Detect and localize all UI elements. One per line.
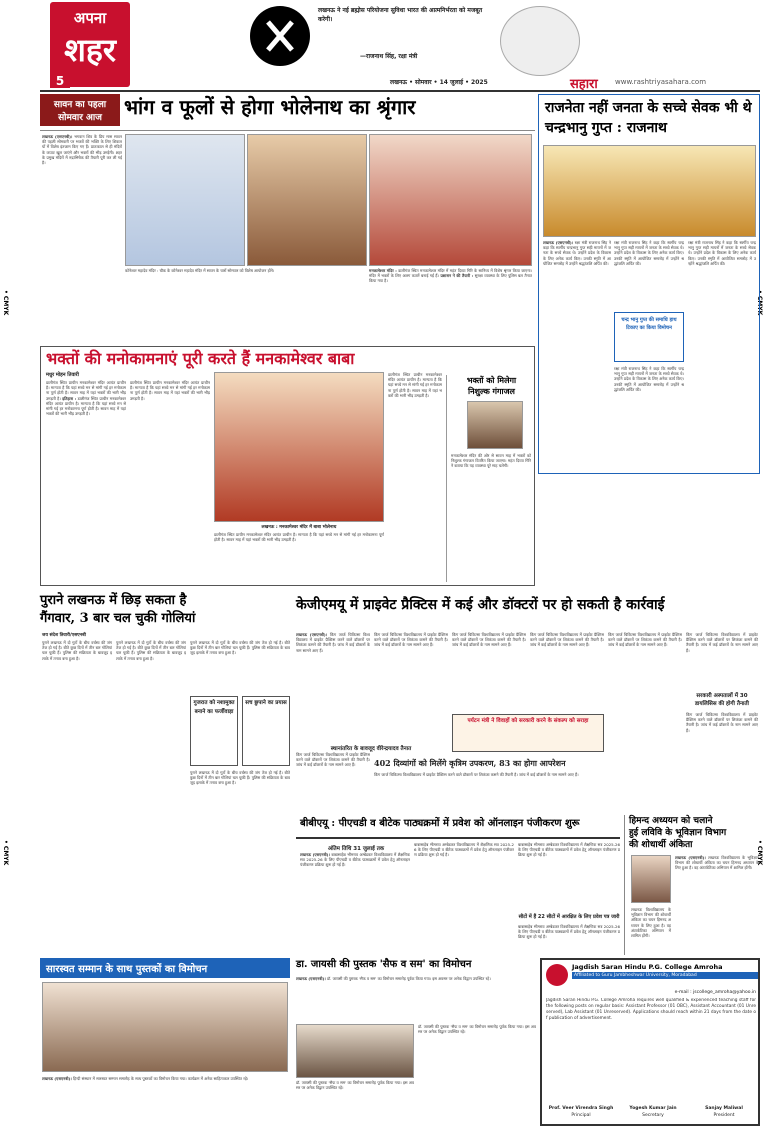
story3-col3: [214, 532, 384, 582]
story7-body-cont: बाबासाहेब भीमराव अम्बेडकर विश्वविद्यालय में शैक्षणिक सत्र 2025-26 के लिए पीएचडी व बीटेक पाठ्यक्रमों में प्रवेश हेतु ऑनलाइन पंजीकरण प्रक्रिया शुरू हो गई है।: [414, 842, 514, 858]
story9-bar: [40, 958, 290, 978]
story5-body-cont: पुराने लखनऊ में दो गुटों के बीच वर्चस्व की जंग तेज हो गई है। बीते कुछ दिनों में तीन बार गोलियां चल चुकी हैं। पुलिस की सक्रियता के बावजूद इलाके में तनाव बना हुआ है।: [190, 640, 290, 656]
story8-body-cont: लखनऊ विश्वविद्यालय के भूविज्ञान विभाग की शोधार्थी अंकिता का चयन हिमनद अध्ययन के लिए हुआ है। वह अंटार्कटिका अभियान में शामिल होंगी।: [631, 907, 671, 939]
story10-headline: डा. जायसी की पुस्तक 'सैफ व सम' का विमोचन: [296, 959, 472, 970]
story6-body: किंग जार्ज चिकित्सा विश्वविद्यालय में प्राइवेट प्रैक्टिस करने वाले डॉक्टरों पर शिकंजा कसने की तैयारी है। जांच में कई डॉक्टरों के नाम सामने आए हैं।: [296, 632, 370, 653]
story6-col5: [608, 632, 682, 742]
story6-subhead: स्थानांतरित के बावजूद वीरेन्द्रयादव तैनात: [330, 746, 412, 752]
story8-head3: की शोधार्थी अंकिता: [629, 840, 693, 850]
ankita-photo: [631, 855, 671, 903]
story1-body: भगवान शिव के प्रिय मास सावन की पहली सोमवारी पर भक्तों की भक्ति के लिए शिवालयों में विशेष इंतजाम किए गए हैं। प्रातःकाल से ही मंदिरों के कपाट खुल जाएंगे और भक्तों की भीड़ उमड़ेगी। शहर के प्रमुख मंदिरों में रुद्राभिषेक की तैयारी पूरी कर ली गई है।: [42, 134, 122, 166]
story7-headline: बीबीएयू : पीएचडी व बीटेक पाठ्यक्रमों में प्रवेश को ऑनलाइन पंजीकरण शुरू: [300, 818, 580, 829]
story5-head1: पुराने लखनऊ में छिड़ सकता है: [40, 593, 187, 608]
story8-box: [624, 815, 760, 955]
story5-box-left: गुजरात को नशामुक्त बनाने का फर्जीवाड़ा: [190, 696, 238, 766]
story2-col3: [688, 240, 756, 470]
story6-body-cont: किंग जार्ज चिकित्सा विश्वविद्यालय में प्राइवेट प्रैक्टिस करने वाले डॉक्टरों पर शिकंजा कसने की तैयारी है। जांच में कई डॉक्टरों के नाम सामने आए हैं।: [686, 632, 758, 653]
college-emblem-icon: [546, 964, 568, 986]
quote-author: —राजनाथ सिंह, रक्षा मंत्री: [360, 53, 418, 60]
story6-col6b: [686, 712, 758, 812]
story5-box-right: सच छुपाने का प्रयास: [242, 696, 290, 766]
story3-subhead: इतिहास :: [62, 395, 77, 401]
story1-tag: [40, 94, 120, 126]
story9-headline: सारस्वत सम्मान के साथ पुस्तकों का विमोचन: [46, 964, 208, 975]
paper-name: सहारा: [570, 77, 598, 92]
story5-body: पुराने लखनऊ में दो गुटों के बीच वर्चस्व की जंग तेज हो गई है। बीते कुछ दिनों में तीन बार गोलियां चल चुकी हैं। पुलिस की सक्रियता के बावजूद इलाके में तनाव बना हुआ है।: [42, 640, 112, 661]
story10-col1b: [296, 1080, 414, 1126]
story7-body: बाबासाहेब भीमराव अम्बेडकर विश्वविद्यालय में शैक्षणिक सत्र 2025-26 के लिए पीएचडी व बीटेक पाठ्यक्रमों में प्रवेश हेतु ऑनलाइन पंजीकरण प्रक्रिया शुरू हो गई है।: [300, 852, 410, 868]
byline: लखनऊ (एसएनबी)।: [300, 852, 330, 857]
website: www.rashtriyasahara.com: [615, 78, 707, 86]
story6-body-cont: किंग जार्ज चिकित्सा विश्वविद्यालय में प्राइवेट प्रैक्टिस करने वाले डॉक्टरों पर शिकंजा कसने की तैयारी है। जांच में कई डॉक्टरों के नाम सामने आए हैं।: [530, 632, 604, 648]
story7-body-cont: बाबासाहेब भीमराव अम्बेडकर विश्वविद्यालय में शैक्षणिक सत्र 2025-26 के लिए पीएचडी व बीटेक पाठ्यक्रमों में प्रवेश हेतु ऑनलाइन पंजीकरण प्रक्रिया शुरू हो गई है।: [518, 842, 620, 858]
col3-body2: सुरक्षा व्यवस्था के लिए पुलिस बल तैनात किया गया है।: [369, 273, 532, 284]
story5-col3: [190, 640, 290, 690]
story8-head1: हिमन्द अध्ययन को चलाने: [629, 816, 713, 826]
story6-col-wide: [374, 772, 684, 812]
story2-pullquote: चन्द्र भानु गुप्त की समाधि हाथ टिकाए का किया विमोचन: [614, 312, 684, 362]
story6-col4: [530, 632, 604, 712]
story2-col2b: [614, 366, 684, 471]
story6-col1b: [296, 752, 370, 808]
story1-col3: [369, 268, 532, 346]
story2-col2: [614, 240, 684, 310]
byline: लखनऊ (एसएनबी)।: [296, 632, 328, 637]
byline: लखनऊ (एसएनबी)।: [296, 976, 326, 981]
byline: लखनऊ (एसएनबी)।: [42, 1076, 72, 1081]
story3-caption: लखनऊ : मनकामेश्वर मंदिर में बाबा भोलेनाथ: [261, 525, 337, 530]
ad-body: Jagdish Saran Hindu P.G. College Amroha requires well qualified & experienced teaching staff for the following posts on regular basis: Assistant Professor (01 OBC), Assistant Accountant (01 Unreserved), Lab Assistant (01 Unreserved). Applications should reach within 21 days from the date of publication of advertisement.: [546, 998, 756, 1021]
cmyk-mark: • CMYK: [756, 840, 763, 866]
story5-body-cont: पुराने लखनऊ में दो गुटों के बीच वर्चस्व की जंग तेज हो गई है। बीते कुछ दिनों में तीन बार गोलियां चल चुकी हैं। पुलिस की सक्रियता के बावजूद इलाके में तनाव बना हुआ है।: [190, 770, 290, 786]
story6-sub-right: सरकारी अस्पतालों में 30 डायलिसिस की होगी तैनाती: [694, 693, 749, 707]
story3-body-cont: डालीगंज स्थित प्राचीन मनकामेश्वर मंदिर अत्यंत प्राचीन है। मान्यता है कि यहां सच्चे मन से मांगी गई हर मनोकामना पूर्ण होती है। सावन माह में यहां भक्तों की भारी भीड़ उमड़ती है।: [388, 372, 442, 398]
story3-body-cont: डालीगंज स्थित प्राचीन मनकामेश्वर मंदिर अत्यंत प्राचीन है। मान्यता है कि यहां सच्चे मन से मांगी गई हर मनोकामना पूर्ण होती है। सावन माह में यहां भक्तों की भारी भीड़ उमड़ती है।: [214, 532, 384, 543]
story6-box2: पर्यटन मंत्री ने विवाहों को सरकारी करने के संकल्प को सराहा: [452, 714, 604, 752]
temple-crowd-photo: [369, 134, 532, 266]
story1-caption: कोनेश्वर महादेव मंदिर : चौक के कोनेश्वर महादेव मंदिर में सावन के चारों सोमवार को विशेष आयोजन होंगे।: [125, 268, 275, 273]
story6-box-head: 402 दिव्यांगों को मिलेंगे कृत्रिम उपकरण, 83 का होगा आपरेशन: [374, 758, 566, 768]
story6-col3: [452, 632, 526, 712]
story5-body-cont: पुराने लखनऊ में दो गुटों के बीच वर्चस्व की जंग तेज हो गई है। बीते कुछ दिनों में तीन बार गोलियां चल चुकी हैं। पुलिस की सक्रियता के बावजूद इलाके में तनाव बना हुआ है।: [116, 640, 186, 661]
story6-col6: [686, 632, 758, 690]
story1-headline: भांग व फूलों से होगा भोलेनाथ का श्रृंगार: [124, 95, 416, 119]
story7-col3b: [518, 924, 620, 954]
story7-subhead2: सीटों में हैं 22 सीटों में आरक्षित के लिए प्रवेश पत्र जारी: [518, 914, 620, 920]
story7-subhead: अंतिम तिथि 31 जुलाई तक: [327, 846, 385, 852]
story7-col1: [300, 852, 410, 954]
story8-body-box: [675, 855, 759, 955]
story10-body-text: डॉ. जायसी की पुस्तक 'सैफ व सम' का विमोचन समारोह पूर्वक किया गया। इस अवसर पर अनेक विद्वान उपस्थित रहे।: [327, 976, 491, 981]
headline-quote: लखनऊ ने नई ब्रह्मोस परियोजना सुविधा भारत की आत्मनिर्भरता को मजबूत करेगी।: [318, 7, 483, 23]
story9-body-text: हिन्दी संस्थान में सारस्वत सम्मान समारोह के साथ पुस्तकों का विमोचन किया गया। कार्यक्रम में अनेक साहित्यकार उपस्थित रहे।: [73, 1076, 249, 1081]
story5-head2: गैंगवार, 3 बार चल चुकी गोलियां: [40, 611, 196, 626]
rajnath-event-photo: [543, 145, 756, 237]
story2-body-cont: रक्षा मंत्री राजनाथ सिंह ने कहा कि स्वर्गीय चन्द्रभानु गुप्त सही मायनों में जनता के सच्चे सेवक थे। उन्होंने प्रदेश के विकास के लिए अनेक कार्य किए। उनकी स्मृति में आयोजित समारोह में उन्होंने श्रद्धांजलि अर्पित की।: [614, 366, 684, 392]
story8-body: लखनऊ विश्वविद्यालय के भूविज्ञान विभाग की शोधार्थी अंकिता का चयन हिमनद अध्ययन के लिए हुआ है। वह अंटार्कटिका अभियान में शामिल होंगी।: [675, 855, 759, 871]
masthead-rule: [40, 90, 760, 92]
ad-sig3-role: President: [713, 1113, 735, 1118]
story3-body-cont: डालीगंज स्थित प्राचीन मनकामेश्वर मंदिर अत्यंत प्राचीन है। मान्यता है कि यहां सच्चे मन से मांगी गई हर मनोकामना पूर्ण होती है। सावन माह में यहां भक्तों की भारी भीड़ उमड़ती है।: [130, 380, 210, 401]
story5-headline: [40, 592, 290, 628]
tag-line1: सावन का पहला: [53, 100, 107, 110]
story10-body: [296, 976, 536, 1022]
story10-photo: [296, 1024, 414, 1078]
book-launch-photo: [42, 982, 288, 1072]
mahant-photo: [467, 401, 523, 449]
cmyk-mark: • CMYK: [2, 290, 9, 316]
story10-body-cont: डॉ. जायसी की पुस्तक 'सैफ व सम' का विमोचन समारोह पूर्वक किया गया। इस अवसर पर अनेक विद्वान उपस्थित रहे।: [296, 1080, 414, 1091]
story1-caption-col: [125, 268, 365, 346]
story4-body: मनकामेश्वर मंदिर की ओर से सावन माह में भक्तों को निशुल्क गंगाजल वितरित किया जाएगा। महंत दिव्या गिरि ने बताया कि यह व्यवस्था पूरे माह चलेगी।: [451, 453, 531, 469]
story3-col4: [388, 372, 442, 582]
story3-body-cont: डालीगंज स्थित प्राचीन मनकामेश्वर मंदिर अत्यंत प्राचीन है। मान्यता है कि यहां सच्चे मन से मांगी गई हर मनोकामना पूर्ण होती है। सावन माह में यहां भक्तों की भारी भीड़ उमड़ती है।: [46, 395, 126, 417]
college-ad: [540, 958, 760, 1126]
ad-college: Jagdish Saran Hindu P.G. College Amroha: [572, 963, 723, 971]
ad-affiliation: Affiliated to Guru Jambheshwar University, Moradabad: [572, 972, 758, 979]
brand-big: शहर: [64, 31, 116, 69]
story7-col2: [414, 842, 514, 954]
story2-headline: राजनेता नहीं जनता के सच्चे सेवक भी थे चन्द्रभानु गुप्त : राजनाथ: [545, 100, 752, 136]
cmyk-mark: • CMYK: [2, 840, 9, 866]
story5-col2: [116, 640, 186, 940]
story6-body-cont: किंग जार्ज चिकित्सा विश्वविद्यालय में प्राइवेट प्रैक्टिस करने वाले डॉक्टरों पर शिकंजा कसने की तैयारी है। जांच में कई डॉक्टरों के नाम सामने आए हैं।: [608, 632, 682, 648]
story5-byline: जय संदेश तिवारी/एसएनबी: [42, 633, 86, 638]
story5-col3b: [190, 770, 290, 940]
story2-col1: [543, 240, 611, 470]
col3-body: डालीगंज स्थित मनकामेश्वर मंदिर में महंत दिव्या गिरि के सानिध्य में विशेष श्रृंगार किया जाएगा। मंदिर में भक्तों के लिए अलग कतारें बनाई गई हैं।: [369, 268, 532, 279]
shrine-photo: [214, 372, 384, 522]
story6-body-cont: किंग जार्ज चिकित्सा विश्वविद्यालय में प्राइवेट प्रैक्टिस करने वाले डॉक्टरों पर शिकंजा कसने की तैयारी है। जांच में कई डॉक्टरों के नाम सामने आए हैं।: [686, 712, 758, 733]
x-logo-icon: [250, 6, 310, 66]
devotees-photo: [247, 134, 367, 266]
story4-head2: निशुल्क गंगाजल: [468, 386, 515, 396]
divider: [40, 130, 535, 131]
story3-col1: [46, 380, 126, 582]
story2-body: रक्षा मंत्री राजनाथ सिंह ने कहा कि स्वर्गीय चन्द्रभानु गुप्त सही मायनों में जनता के सच्चे सेवक थे। उन्होंने प्रदेश के विकास के लिए अनेक कार्य किए। उनकी स्मृति में आयोजित समारोह में उन्होंने श्रद्धांजलि अर्पित की।: [543, 240, 611, 266]
brand-small: अपना: [73, 9, 107, 27]
col3-subhead: प्रशासन ने की तैयारी :: [440, 273, 474, 279]
ad-sig2: Yogesh Kumar Jain: [629, 1106, 677, 1111]
story7-body-cont: बाबासाहेब भीमराव अम्बेडकर विश्वविद्यालय में शैक्षणिक सत्र 2025-26 के लिए पीएचडी व बीटेक पाठ्यक्रमों में प्रवेश हेतु ऑनलाइन पंजीकरण प्रक्रिया शुरू हो गई है।: [518, 924, 620, 940]
story1-col1: [42, 134, 122, 344]
ad-email: e-mail : jscollege_amroha@yahoo.in: [674, 990, 756, 995]
ad-sig3: Sanjay Maliwal: [705, 1106, 743, 1111]
story2-body-cont: रक्षा मंत्री राजनाथ सिंह ने कहा कि स्वर्गीय चन्द्रभानु गुप्त सही मायनों में जनता के सच्चे सेवक थे। उन्होंने प्रदेश के विकास के लिए अनेक कार्य किए। उनकी स्मृति में आयोजित समारोह में उन्होंने श्रद्धांजलि अर्पित की।: [614, 240, 684, 266]
shivling-photo: [125, 134, 245, 266]
story10-col2: [418, 1024, 536, 1126]
ad-sig1: Prof. Veer Virendra Singh: [548, 1106, 614, 1111]
story6-body-cont: किंग जार्ज चिकित्सा विश्वविद्यालय में प्राइवेट प्रैक्टिस करने वाले डॉक्टरों पर शिकंजा कसने की तैयारी है। जांच में कई डॉक्टरों के नाम सामने आए हैं।: [374, 772, 579, 777]
story8-head2: हुई लविवि के भूविज्ञान विभाग: [629, 828, 727, 838]
story6-body-cont: किंग जार्ज चिकित्सा विश्वविद्यालय में प्राइवेट प्रैक्टिस करने वाले डॉक्टरों पर शिकंजा कसने की तैयारी है। जांच में कई डॉक्टरों के नाम सामने आए हैं।: [452, 632, 526, 648]
story6-body-cont: किंग जार्ज चिकित्सा विश्वविद्यालय में प्राइवेट प्रैक्टिस करने वाले डॉक्टरों पर शिकंजा कसने की तैयारी है। जांच में कई डॉक्टरों के नाम सामने आए हैं।: [374, 632, 448, 648]
col3-title: मनकामेश्वर मंदिर :: [369, 268, 397, 273]
tag-line2: सोमवार आज: [58, 113, 102, 123]
story3-byline: मधुर मोहन तिवारी: [46, 372, 79, 378]
dateline: लखनऊ • सोमवार • 14 जुलाई • 2025: [390, 79, 488, 86]
story5-col1: [42, 640, 112, 940]
story3-body: डालीगंज स्थित प्राचीन मनकामेश्वर मंदिर अत्यंत प्राचीन है। मान्यता है कि यहां सच्चे मन से मांगी गई हर मनोकामना पूर्ण होती है। सावन माह में यहां भक्तों की भारी भीड़ उमड़ती है।: [46, 380, 126, 401]
story9-body: [42, 1076, 288, 1126]
ad-sig2-role: Secretary: [642, 1113, 664, 1118]
story3-col2: [130, 380, 210, 582]
story6-headline: केजीएमयू में प्राइवेट प्रैक्टिस में कई और डॉक्टरों पर हो सकती है कार्रवाई: [296, 597, 665, 613]
story2-body-cont: रक्षा मंत्री राजनाथ सिंह ने कहा कि स्वर्गीय चन्द्रभानु गुप्त सही मायनों में जनता के सच्चे सेवक थे। उन्होंने प्रदेश के विकास के लिए अनेक कार्य किए। उनकी स्मृति में आयोजित समारोह में उन्होंने श्रद्धांजलि अर्पित की।: [688, 240, 756, 266]
byline: लखनऊ (एसएनबी)।: [675, 855, 706, 860]
ad-sig1-role: Principal: [571, 1113, 591, 1118]
portrait-photo: [500, 6, 580, 76]
story6-col2: [374, 632, 448, 742]
byline: लखनऊ (एसएनबी)।: [543, 240, 574, 245]
story6-body-cont: किंग जार्ज चिकित्सा विश्वविद्यालय में प्राइवेट प्रैक्टिस करने वाले डॉक्टरों पर शिकंजा कसने की तैयारी है। जांच में कई डॉक्टरों के नाम सामने आए हैं।: [296, 752, 370, 768]
story6-col1: [296, 632, 370, 742]
story10-body-cont: डॉ. जायसी की पुस्तक 'सैफ व सम' का विमोचन समारोह पूर्वक किया गया। इस अवसर पर अनेक विद्वान उपस्थित रहे।: [418, 1024, 536, 1035]
story7-col3: [518, 842, 620, 912]
cmyk-mark: • CMYK: [756, 290, 763, 316]
byline: लखनऊ (एसएनबी)।: [42, 134, 73, 139]
story4-head1: भक्तों को मिलेगा: [466, 375, 517, 385]
story4-box: [446, 375, 532, 582]
story3-headline: भक्तों की मनोकामनाएं पूरी करते हैं मनकामेश्वर बाबा: [46, 349, 355, 368]
page-number: 5: [50, 74, 70, 88]
